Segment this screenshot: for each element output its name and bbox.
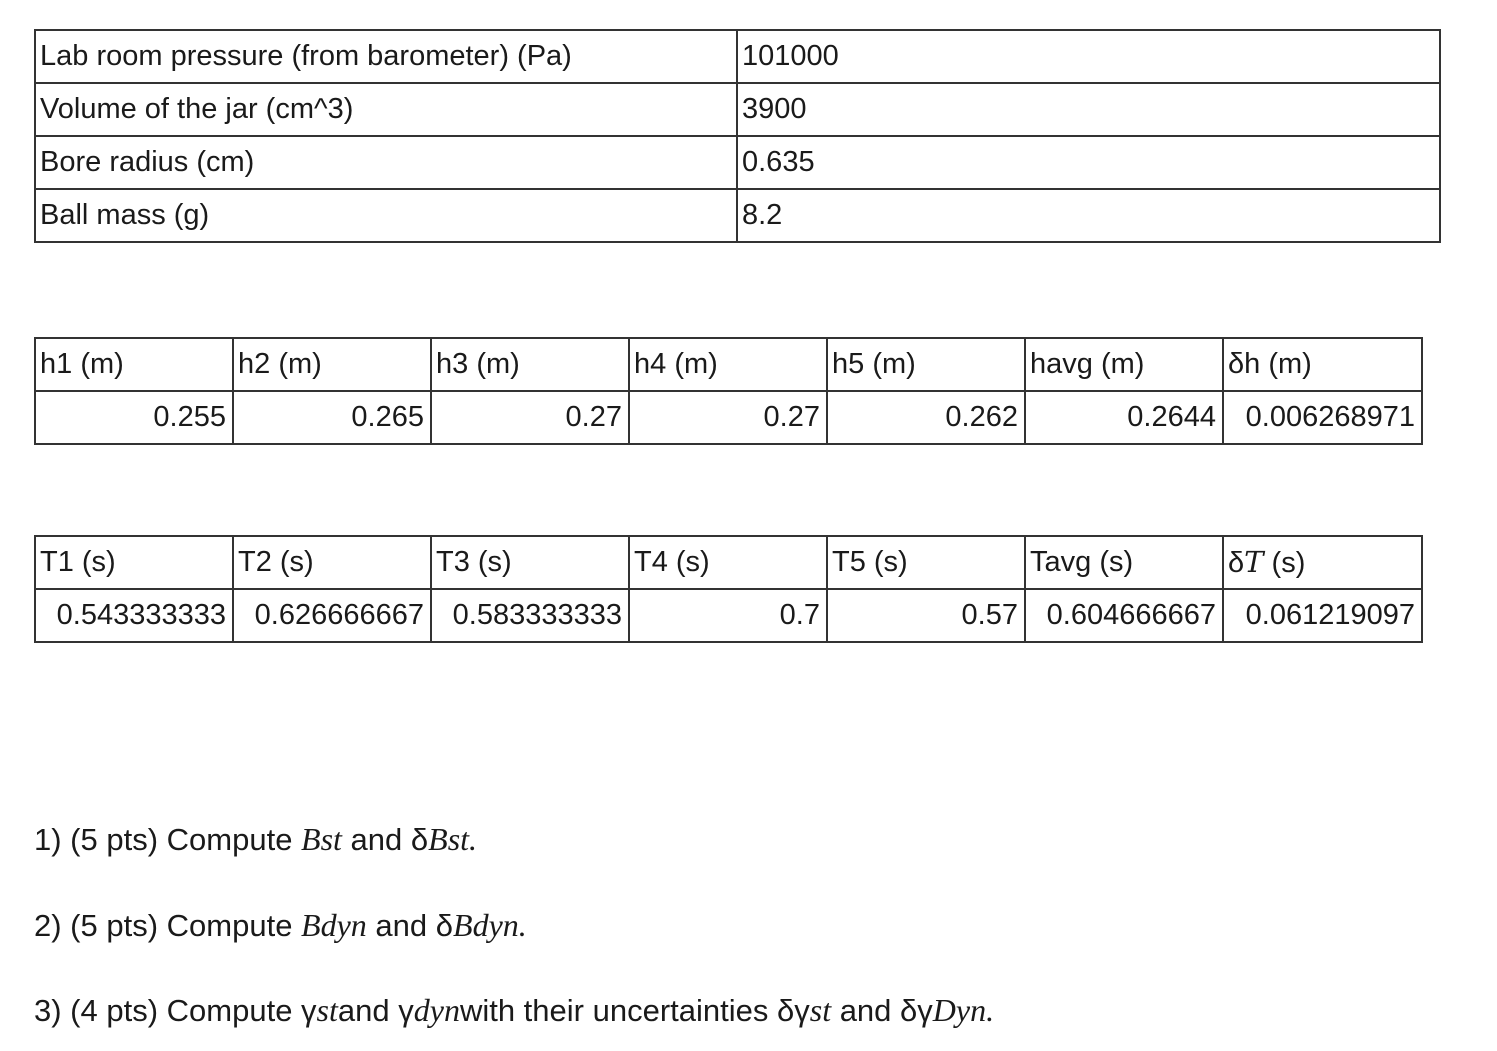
volume-value: 3900 bbox=[737, 83, 1440, 136]
cell-delta-h: 0.006268971 bbox=[1223, 391, 1422, 444]
bore-radius-value: 0.635 bbox=[737, 136, 1440, 189]
question-2 bbox=[34, 909, 527, 941]
cell-t4: 0.7 bbox=[629, 589, 827, 642]
column-header-t2: T2 (s) bbox=[233, 536, 431, 589]
column-header-delta-t bbox=[1223, 536, 1422, 589]
table-header-row bbox=[35, 536, 1422, 589]
table-row bbox=[35, 83, 1440, 136]
cell-t1: 0.543333333 bbox=[35, 589, 233, 642]
cell-h1: 0.255 bbox=[35, 391, 233, 444]
question-3 bbox=[34, 994, 994, 1026]
table-row bbox=[35, 391, 1422, 444]
column-header-tavg: Tavg (s) bbox=[1025, 536, 1223, 589]
question-1-prefix: 1) (5 pts) Compute bbox=[34, 822, 302, 857]
ball-mass-label: Ball mass (g) bbox=[35, 189, 737, 242]
question-2-suffix: . bbox=[518, 907, 527, 943]
column-header-t3: T3 (s) bbox=[431, 536, 629, 589]
column-header-delta-h: δh (m) bbox=[1223, 338, 1422, 391]
column-header-havg: havg (m) bbox=[1025, 338, 1223, 391]
cell-t2: 0.626666667 bbox=[233, 589, 431, 642]
column-header-t4: T4 (s) bbox=[629, 536, 827, 589]
question-2-var-bdyn: Bdyn bbox=[301, 907, 367, 943]
question-1 bbox=[34, 823, 477, 855]
question-3-var-delta-dyn: Dyn bbox=[932, 992, 987, 1028]
question-1-suffix: . bbox=[469, 821, 478, 857]
cell-t3: 0.583333333 bbox=[431, 589, 629, 642]
delta-t-unit: (s) bbox=[1263, 546, 1306, 579]
question-3-part4: and δγ bbox=[831, 993, 933, 1028]
column-header-t1: T1 (s) bbox=[35, 536, 233, 589]
time-table bbox=[34, 535, 1423, 643]
question-3-part2: and γ bbox=[337, 993, 414, 1028]
question-2-var-delta-bdyn: Bdyn bbox=[453, 907, 519, 943]
table-header-row bbox=[35, 338, 1422, 391]
column-header-h2: h2 (m) bbox=[233, 338, 431, 391]
cell-t5: 0.57 bbox=[827, 589, 1025, 642]
table-row bbox=[35, 136, 1440, 189]
bore-radius-label: Bore radius (cm) bbox=[35, 136, 737, 189]
column-header-h5: h5 (m) bbox=[827, 338, 1025, 391]
cell-delta-t: 0.061219097 bbox=[1223, 589, 1422, 642]
question-3-var-delta-st: st bbox=[809, 992, 832, 1028]
delta-t-variable: T bbox=[1244, 544, 1264, 579]
cell-havg: 0.2644 bbox=[1025, 391, 1223, 444]
parameters-table bbox=[34, 29, 1441, 243]
table-row bbox=[35, 189, 1440, 242]
cell-h5: 0.262 bbox=[827, 391, 1025, 444]
question-1-middle: and δ bbox=[341, 822, 429, 857]
question-3-prefix: 3) (4 pts) Compute γ bbox=[34, 993, 317, 1028]
height-table bbox=[34, 337, 1423, 445]
cell-h3: 0.27 bbox=[431, 391, 629, 444]
table-row bbox=[35, 30, 1440, 83]
pressure-label: Lab room pressure (from barometer) (Pa) bbox=[35, 30, 737, 83]
cell-h2: 0.265 bbox=[233, 391, 431, 444]
column-header-h4: h4 (m) bbox=[629, 338, 827, 391]
question-3-part3: with their uncertainties δγ bbox=[459, 993, 810, 1028]
question-3-var-dyn: dyn bbox=[413, 992, 460, 1028]
pressure-value: 101000 bbox=[737, 30, 1440, 83]
question-1-var-delta-bst: Bst bbox=[428, 821, 470, 857]
column-header-t5: T5 (s) bbox=[827, 536, 1025, 589]
table-row bbox=[35, 589, 1422, 642]
delta-t-prefix: δ bbox=[1228, 546, 1245, 579]
volume-label: Volume of the jar (cm^3) bbox=[35, 83, 737, 136]
question-1-var-bst: Bst bbox=[301, 821, 342, 857]
column-header-h1: h1 (m) bbox=[35, 338, 233, 391]
question-3-suffix: . bbox=[986, 992, 995, 1028]
cell-tavg: 0.604666667 bbox=[1025, 589, 1223, 642]
question-3-var-st: st bbox=[316, 992, 338, 1028]
column-header-h3: h3 (m) bbox=[431, 338, 629, 391]
question-2-middle: and δ bbox=[366, 908, 454, 943]
question-2-prefix: 2) (5 pts) Compute bbox=[34, 908, 302, 943]
ball-mass-value: 8.2 bbox=[737, 189, 1440, 242]
cell-h4: 0.27 bbox=[629, 391, 827, 444]
